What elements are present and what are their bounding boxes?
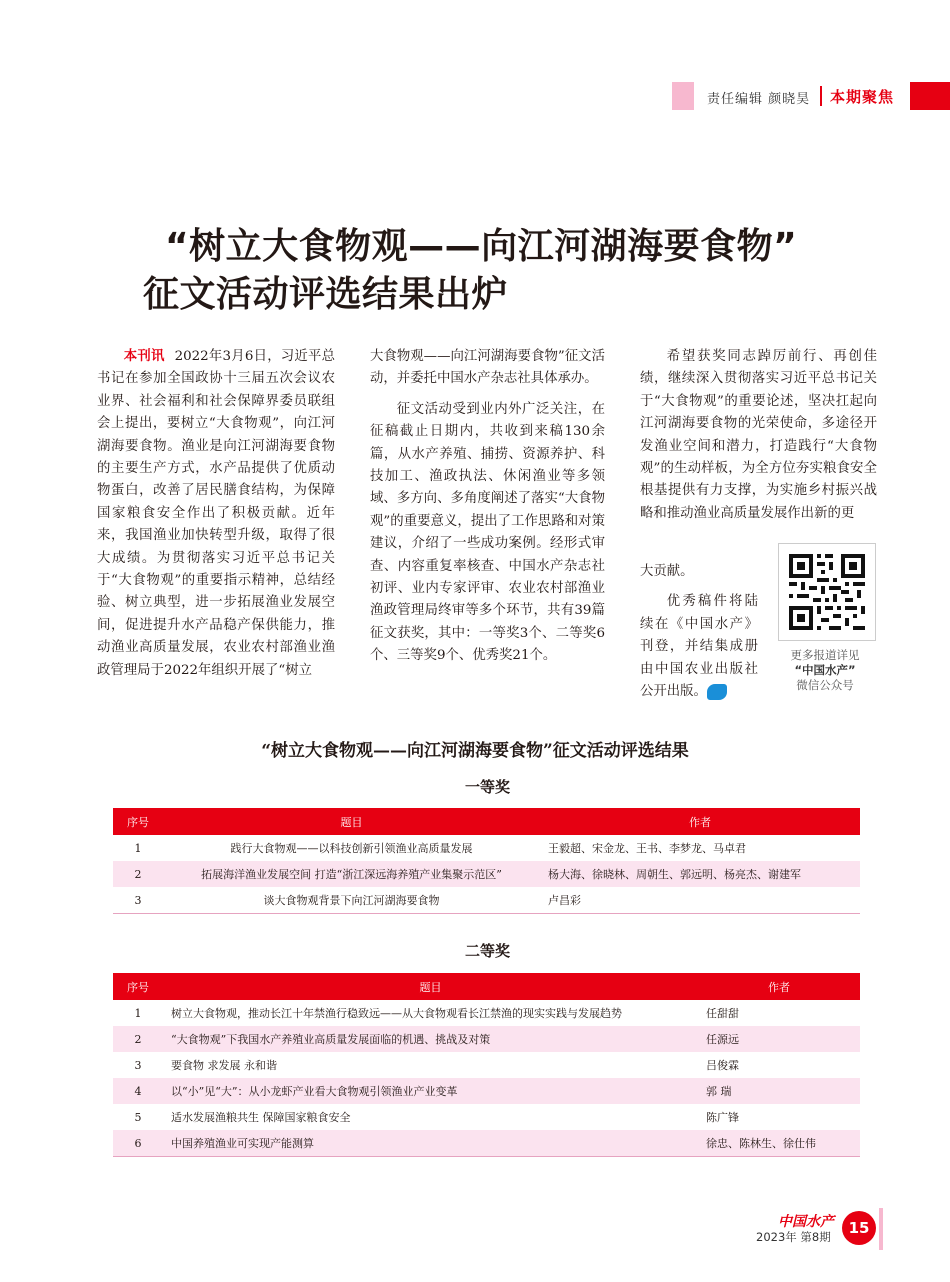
row-no: 6 [113,1130,163,1157]
header-red-block [910,82,950,110]
qr-caption-3: 微信公众号 [796,678,854,692]
second-prize-label: 二等奖 [464,942,510,960]
table-header-row [113,808,860,835]
row-no: 4 [113,1078,163,1104]
col-header-no: 序号 [113,808,163,835]
table-row [113,1130,860,1157]
col3-paragraph-2-text: 优秀稿件将陆续在《中国水产》刊登，并结集成册由中国农业出版社公开出版。 [640,594,758,700]
row-author: 陈广锋 [706,1111,739,1124]
col-header-author: 作者 [540,808,860,835]
table-row [113,1052,860,1078]
row-topic: 拓展海洋渔业发展空间 打造“浙江深远海养殖产业集聚示范区” [163,861,540,887]
row-author: 王毅超、宋金龙、王书、李梦龙、马卓君 [548,842,746,855]
article-column-3 [640,346,877,546]
table-row [113,1104,860,1130]
footer-pink-bar [879,1208,883,1250]
col3-paragraph-2 [640,591,758,703]
header-separator [820,86,822,106]
article-column-1 [97,346,335,682]
row-no: 3 [134,1058,142,1072]
issue-info: 2023年 第8期 [756,1230,831,1244]
col-header-author: 作者 [698,973,860,1000]
row-author: 卢昌彩 [548,894,581,907]
col2-paragraph-1: 大食物观——向江河湖海要食物”征文活动，并委托中国水产杂志社具体承办。 [370,349,605,387]
qr-code[interactable] [778,543,876,641]
row-no: 3 [134,893,142,907]
col-header-topic: 题目 [163,973,698,1000]
table-row [113,835,860,861]
header-pink-block [672,82,694,110]
row-topic: 要食物 求发展 永和谐 [171,1059,277,1072]
table-header-row [113,973,860,1000]
col2-paragraph-2: 征文活动受到业内外广泛关注，在征稿截止日期内，共收到来稿130余篇，从水产养殖、捕捞、资源养护、科技加工、渔政执法、休闲渔业等多领域、多方向、多角度阐述了落实“大食物观”的重要意义，提出了工作思路和对策建议，介绍了一些成功案例。经形式审查、内容重复率核查、中国水产杂志社初评、业内专家评审、农业农村部渔业渔政管理局终审等多个环节，共有39篇征文获奖，其中：一等奖3个、二等奖6个、三等奖9个、优秀奖21个。 [370,401,605,664]
article-column-3-lower [640,561,758,703]
row-author: 杨大海、徐晓林、周朝生、郭远明、杨亮杰、谢建军 [540,861,860,887]
row-topic: 谈大食物观背景下向江河湖海要食物 [263,894,440,907]
row-author: 吕俊霖 [706,1059,739,1072]
lead-label: 本刊讯 [123,349,165,364]
article-title-line2: 征文活动评选结果出炉 [143,274,509,315]
row-author: 任甜甜 [706,1007,739,1020]
row-topic: 树立大食物观，推动长江十年禁渔行稳致远——从大食物观看长江禁渔的现实实践与发展趋势 [171,1007,622,1020]
row-author: 徐忠、陈林生、徐仕伟 [698,1130,860,1157]
section-name: 本期聚焦 [830,88,895,106]
table-row [113,887,860,914]
row-no: 5 [134,1110,142,1124]
table-row [113,1026,860,1052]
table-row [113,1000,860,1026]
col1-text: 2022年3月6日，习近平总书记在参加全国政协十三届五次会议农业界、社会福利和社会保障界委员联组会上提出，要树立“大食物观”，向江河湖海要食物。渔业是向江河湖海要食物的主要生产方式，水产品提供了优质动物蛋白，改善了居民膳食结构，为保障国家粮食安全作出了积极贡献。近年来，我国渔业加快转型升级，取得了很大成绩。为贯彻落实习近平总书记关于“大食物观”的重要指示精神，总结经验、树立典型，进一步拓展渔业发展空间，促进提升水产品稳产保供能力，推动渔业高质量发展，农业农村部渔业渔政管理局于2022年组织开展了“树立 [97,349,336,678]
results-title: “树立大食物观——向江河湖海要食物”征文活动评选结果 [261,741,689,761]
article-title-line1: “树立大食物观——向江河湖海要食物” [165,226,798,267]
col-header-no: 序号 [113,973,163,1000]
table-row [113,861,860,887]
second-prize-table [113,973,860,1157]
row-topic: 适水发展渔粮共生 保障国家粮食安全 [171,1111,351,1124]
page-number: 15 [842,1211,876,1245]
row-no: 1 [134,1006,142,1020]
col-header-topic: 题目 [163,808,540,835]
row-topic: “大食物观”下我国水产养殖业高质量发展面临的机遇、挑战及对策 [163,1026,698,1052]
row-no: 1 [134,841,142,855]
qr-caption-2: “中国水产” [794,663,856,677]
row-no: 2 [113,861,163,887]
responsible-editor: 责任编辑 颜晓昊 [707,92,811,107]
row-topic: 中国养殖渔业可实现产能测算 [163,1130,698,1157]
article-column-2 [370,346,605,668]
qr-caption-1: 更多报道详见 [790,648,860,662]
qr-code-icon [779,544,875,640]
magazine-brand: 中国水产 [778,1214,834,1230]
row-topic: 以“小”见“大”：从小龙虾产业看大食物观引领渔业产业变革 [163,1078,698,1104]
table-row [113,1078,860,1104]
end-mark-icon: e [707,684,727,700]
col3-paragraph-1-tail: 大贡献。 [640,564,694,579]
row-author: 任源远 [698,1026,860,1052]
row-author: 郭 瑞 [698,1078,860,1104]
row-no: 2 [113,1026,163,1052]
first-prize-label: 一等奖 [464,778,510,796]
col3-paragraph-1: 希望获奖同志踔厉前行、再创佳绩，继续深入贯彻落实习近平总书记关于“大食物观”的重要论述，坚决扛起向江河湖海要食物的光荣使命，多途径开发渔业空间和潜力，打造践行“大食物观”的生动样板，为全方位夯实粮食安全根基提供有力支撑，为实施乡村振兴战略和推动渔业高质量发展作出新的更 [640,349,877,521]
row-topic: 践行大食物观——以科技创新引领渔业高质量发展 [230,842,473,855]
first-prize-table [113,808,860,914]
